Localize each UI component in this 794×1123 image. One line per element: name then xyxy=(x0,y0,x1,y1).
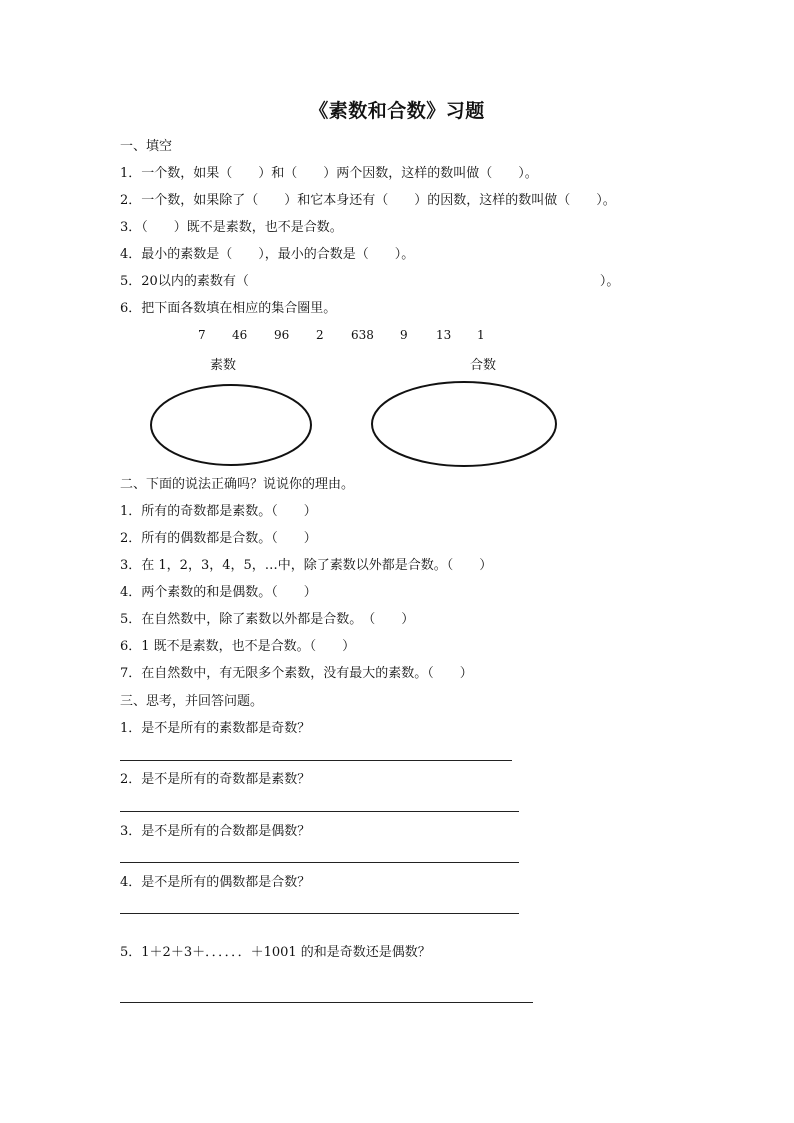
answer-line-4[interactable] xyxy=(120,913,519,914)
answer-line-3[interactable] xyxy=(120,862,519,863)
judge-item-3: 3．在 1，2，3，4，5，…中，除了素数以外都是合数。（ ） xyxy=(120,558,493,573)
answer-line-2[interactable] xyxy=(120,811,519,812)
fill-blank-item-2: 2．一个数，如果除了（ ）和它本身还有（ ）的因数，这样的数叫做（ ）。 xyxy=(120,193,616,208)
fill-blank-item-6: 6．把下面各数填在相应的集合圈里。 xyxy=(120,301,337,316)
answer-line-5[interactable] xyxy=(120,1002,533,1003)
section3-heading: 三、思考，并回答问题。 xyxy=(120,694,264,709)
number-list xyxy=(120,328,540,346)
question-5: 5．1＋2＋3＋．．．．．．＋1001 的和是奇数还是偶数？ xyxy=(120,945,431,960)
number-item: 2 xyxy=(316,328,324,342)
question-4: 4．是不是所有的偶数都是合数？ xyxy=(120,875,311,890)
number-item: 46 xyxy=(232,328,248,342)
composite-set-circle[interactable] xyxy=(368,378,560,470)
composite-set-label: 合数 xyxy=(470,358,497,373)
judge-item-1: 1．所有的奇数都是素数。（ ） xyxy=(120,504,317,519)
prime-set-circle[interactable] xyxy=(146,382,316,468)
fill-blank-item-4: 4．最小的素数是（ ），最小的合数是（ ）。 xyxy=(120,247,415,262)
question-1: 1．是不是所有的素数都是奇数？ xyxy=(120,721,311,736)
fill-blank-item-1: 1．一个数，如果（ ）和（ ）两个因数，这样的数叫做（ ）。 xyxy=(120,166,538,181)
judge-item-5: 5．在自然数中，除了素数以外都是合数。 （ ） xyxy=(120,612,415,627)
answer-line-1[interactable] xyxy=(120,760,512,761)
number-item: 7 xyxy=(198,328,206,342)
number-item: 1 xyxy=(477,328,485,342)
judge-item-6: 6．1 既不是素数，也不是合数。（ ） xyxy=(120,639,356,654)
judge-item-2: 2．所有的偶数都是合数。（ ） xyxy=(120,531,317,546)
section2-heading: 二、下面的说法正确吗？说说你的理由。 xyxy=(120,477,355,492)
judge-item-7: 7．在自然数中，有无限多个素数，没有最大的素数。（ ） xyxy=(120,666,473,681)
number-item: 13 xyxy=(436,328,452,342)
section1-heading: 一、填空 xyxy=(120,139,173,154)
fill-blank-item-5: 5．20以内的素数有（ ）。 xyxy=(120,274,620,289)
number-item: 9 xyxy=(400,328,408,342)
fill-blank-item-3: 3．（ ）既不是素数，也不是合数。 xyxy=(120,220,343,235)
number-item: 638 xyxy=(351,328,374,342)
number-item: 96 xyxy=(274,328,290,342)
question-3: 3．是不是所有的合数都是偶数？ xyxy=(120,824,311,839)
question-2: 2．是不是所有的奇数都是素数？ xyxy=(120,772,311,787)
prime-set-label: 素数 xyxy=(210,358,237,373)
page-title: 《素数和合数》习题 xyxy=(309,100,485,122)
judge-item-4: 4．两个素数的和是偶数。（ ） xyxy=(120,585,317,600)
